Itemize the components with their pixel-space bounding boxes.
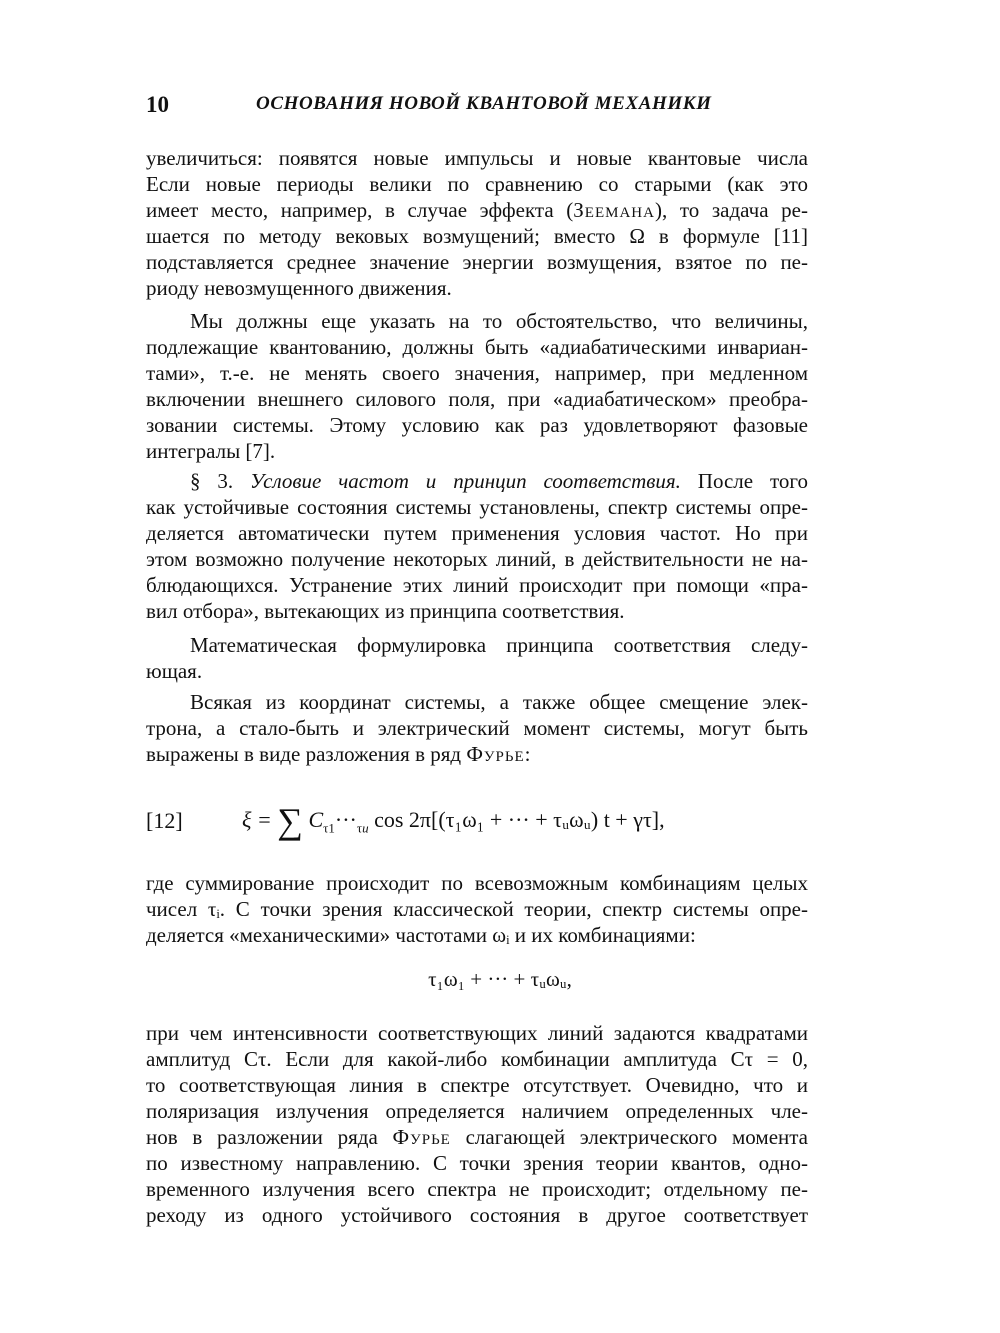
text-line: имеет место, например, в случае эффекта (Зеемана), то задача ре- (146, 198, 808, 222)
text-line: включении внешнего силового поля, при «адиабатическом» преобра- (146, 387, 808, 411)
fourier-name: Фурье (392, 1125, 451, 1149)
text-line: как устойчивые состояния системы установлены, спектр системы опре- (146, 495, 808, 519)
text-line: то соответствующая линия в спектре отсутствует. Очевидно, что и (146, 1073, 808, 1097)
text-segment: После того (697, 469, 808, 493)
eq-sub: τ (323, 820, 329, 836)
section-number: § 3. (190, 469, 234, 493)
text-segment: нов в разложении ряда (146, 1125, 378, 1149)
text-line: Всякая из координат системы, а также общее смещение элек- (190, 690, 808, 714)
text-line: тами», т.-е. не менять своего значения, например, при медленном (146, 361, 808, 385)
text-line: интегралы [7]. (146, 439, 276, 463)
eq-dots: ··· (334, 807, 357, 832)
text-line: реходу из одного устойчивого состояния в другое соответствует (146, 1203, 808, 1227)
summation-sign: ∑ (277, 801, 303, 841)
text-line: деляется автоматически путем применения условия частот. Но при (146, 521, 808, 545)
eq-terms: cos 2π[(τ₁ω₁ + ··· + τᵤωᵤ) t + γτ], (368, 807, 665, 832)
text-line: подставляется среднее значение энергии возмущения, взятое по пе- (146, 250, 808, 274)
text-line: Математическая формулировка принципа соответствия следу- (190, 633, 808, 657)
text-line: при чем интенсивности соответствующих линий задаются квадратами (146, 1021, 808, 1045)
section-title: Условие частот и принцип соответствия. (250, 469, 681, 493)
fourier-name: Фурье: (466, 742, 532, 766)
text-line: амплитуд Cτ. Если для какой-либо комбинации амплитуда Cτ = 0, (146, 1047, 808, 1071)
text-line: где суммирование происходит по всевозможным комбинациям целых (146, 871, 808, 895)
text-line: блюдающихся. Устранение этих линий происходит при помощи «пра- (146, 573, 808, 597)
text-segment: выражены в виде разложения в ряд (146, 742, 462, 766)
running-title: ОСНОВАНИЯ НОВОЙ КВАНТОВОЙ МЕХАНИКИ (256, 93, 712, 114)
page-header (146, 92, 808, 122)
text-segment: ), то задача ре- (654, 198, 808, 222)
equation-label: [12] (146, 808, 183, 833)
text-line: трона, а стало-быть и электрический момент системы, могут быть (146, 716, 808, 740)
text-line: шается по методу вековых возмущений; вместо Ω в формуле [11] (146, 224, 808, 248)
text-line: зовании системы. Этому условию как раз удовлетворяют фазовые (146, 413, 808, 437)
text-line (146, 741, 808, 767)
text-line: вил отбора», вытекающих из принципа соответствия. (146, 599, 625, 623)
text-line: Если новые периоды велики по сравнению со старыми (как это (146, 172, 808, 196)
eq-lhs: ξ = (242, 807, 278, 832)
text-line: увеличиться: появятся новые импульсы и новые квантовые числа (146, 146, 808, 170)
text-line: временного излучения всего спектра не происходит; отдельному пе- (146, 1177, 808, 1201)
text-line: риоду невозмущенного движения. (146, 276, 452, 300)
equation-combination: τ₁ω₁ + ··· + τᵤωᵤ, (428, 967, 572, 991)
text-line: этом возможно получение некоторых линий, в действительности не на- (146, 547, 808, 571)
eq-sub: 1 (328, 820, 335, 836)
text-segment: имеет место, например, в случае эффекта (146, 198, 554, 222)
text-line: по известному направлению. С точки зрения теории квантов, одно- (146, 1151, 808, 1175)
section-heading-line (190, 468, 808, 494)
text-line: чисел τᵢ. С точки зрения классической теории, спектр системы опре- (146, 897, 808, 921)
equation-body (242, 800, 665, 842)
text-line (146, 1124, 808, 1150)
text-line: деляется «механическими» частотами ωᵢ и их комбинациями: (146, 923, 696, 947)
equation-12 (146, 800, 808, 860)
eq-coefficient: C (308, 807, 324, 832)
zeeman-name: Зеемана (573, 198, 655, 222)
page-number: 10 (146, 92, 169, 117)
text-segment: слагающей электрического момента (465, 1125, 809, 1149)
eq-sub: u (362, 820, 369, 836)
text-line: Мы должны еще указать на то обстоятельство, что величины, (190, 309, 808, 333)
text-line: ющая. (146, 659, 203, 683)
text-line: подлежащие квантованию, должны быть «адиабатическими инвариан- (146, 335, 808, 359)
text-line: поляризация излучения определяется наличием определенных чле- (146, 1099, 808, 1123)
eq-sub: τ (356, 820, 363, 836)
